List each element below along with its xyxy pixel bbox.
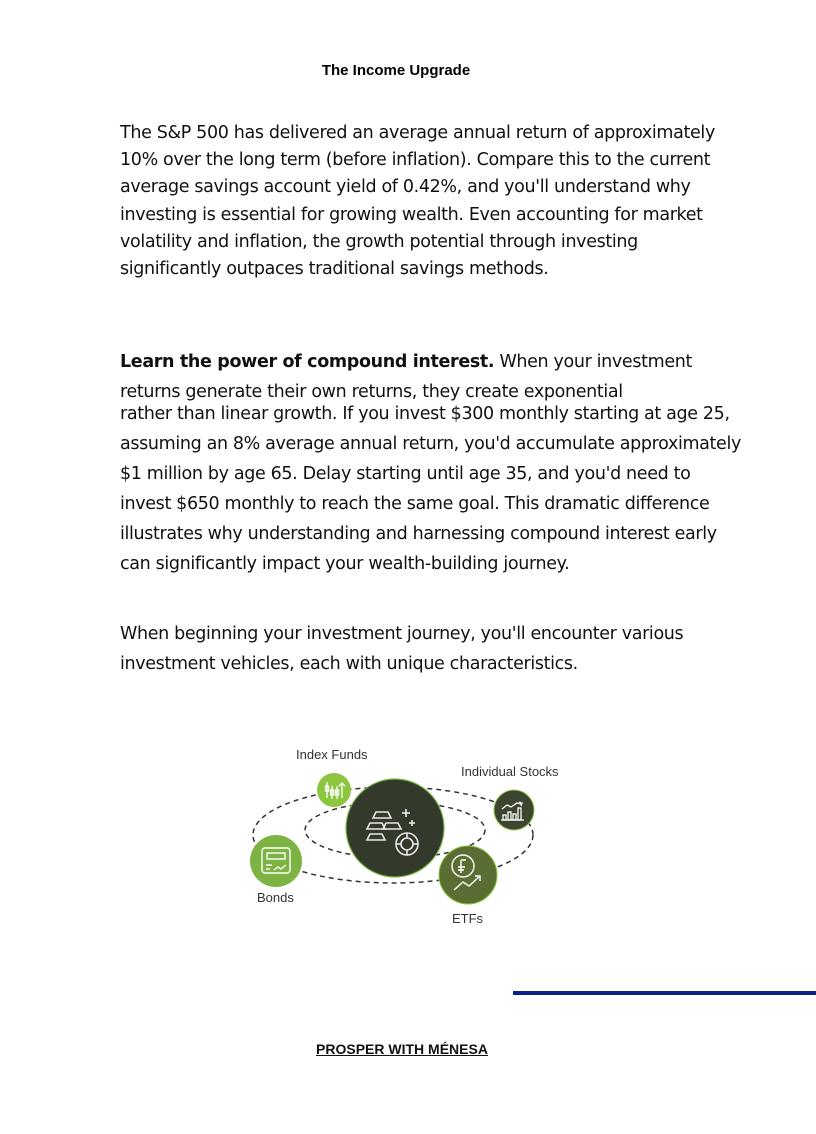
investment-vehicles-diagram [245, 740, 575, 940]
label-bonds: Bonds [257, 890, 294, 905]
paragraph-compound-interest [120, 347, 745, 579]
paragraph-body: rather than linear growth. If you invest $300 monthly starting at age 25, assuming an 8% average annual return, you'd accumulate approximately $1 million by age 65. Delay starting until age 35, and you'd need to invest $650 monthly to reach the same goal. This dramatic difference illustrates why understanding and harnessing compound interest early can significantly impact your wealth-building journey. [120, 404, 741, 574]
paragraph-lead-in: Learn the power of compound interest. [120, 352, 495, 372]
paragraph-sp500-returns: The S&P 500 has delivered an average annual return of approximately 10% over the long term (before inflation). Compare this to the current average savings account yield of 0.42%, and you'll understand why investing is essential for growing wealth. Even accounting for market volatility and inflation, the growth potential through investing significantly outpaces traditional savings methods. [120, 123, 715, 280]
paragraph-investment-vehicles: When beginning your investment journey, you'll encounter various investment vehicles, each with unique characteristics. [120, 624, 684, 674]
footer-divider [513, 991, 816, 995]
currency-trend-icon [439, 846, 497, 904]
certificate-trend-icon [250, 835, 302, 887]
label-individual-stocks: Individual Stocks [461, 764, 559, 779]
candlestick-chart-icon [317, 773, 351, 807]
footer-brand: PROSPER WITH MÉNESA [316, 1041, 488, 1057]
bar-chart-trend-icon [494, 790, 534, 830]
paragraph-first-line: When your investment returns generate their own returns, they create exponential [120, 352, 692, 402]
label-index-funds: Index Funds [296, 747, 368, 762]
page-title: The Income Upgrade [321, 62, 471, 79]
gold-bars-and-coin-icon [346, 779, 444, 877]
label-etfs: ETFs [452, 911, 484, 926]
